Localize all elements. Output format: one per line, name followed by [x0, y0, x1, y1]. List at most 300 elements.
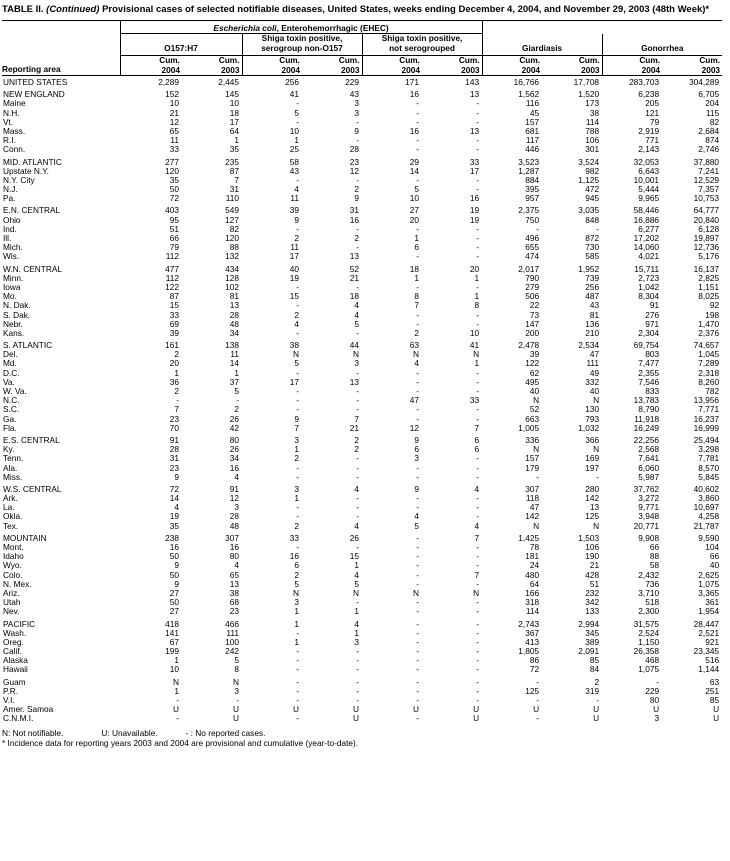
value-cell: 41	[469, 340, 480, 351]
value-cell: 468	[645, 655, 660, 666]
area-cell: Mass.	[3, 125, 26, 136]
value-cell: 47	[589, 349, 600, 360]
value-cell: -	[416, 135, 419, 146]
value-cell: 73	[529, 309, 540, 320]
value-cell: 47	[409, 395, 419, 406]
value-cell: -	[476, 511, 480, 522]
value-cell: -	[476, 606, 480, 617]
value-cell: 3	[414, 453, 419, 464]
table-row	[2, 543, 722, 552]
value-cell: 5	[354, 578, 359, 589]
value-cell: 26	[229, 413, 239, 424]
value-cell: 2	[174, 349, 179, 360]
value-cell: -	[476, 655, 480, 666]
value-cell: -	[416, 174, 419, 185]
value-cell: 19	[289, 272, 299, 283]
value-cell: 2,684	[698, 125, 720, 136]
value-cell: 88	[649, 551, 660, 562]
value-cell: 361	[705, 597, 720, 608]
value-cell: 42	[229, 422, 239, 433]
value-cell: -	[356, 685, 359, 696]
value-cell: 27	[169, 587, 179, 598]
value-cell: 3	[354, 98, 359, 109]
value-cell: -	[356, 404, 359, 415]
value-cell: 117	[525, 135, 540, 146]
area-cell: S. ATLANTIC	[3, 340, 53, 351]
value-cell: -	[356, 327, 359, 338]
cum-label: Cum.	[399, 55, 420, 65]
value-cell: 85	[709, 695, 720, 705]
value-cell: 145	[225, 89, 239, 100]
cum-header	[542, 56, 602, 76]
value-cell: -	[416, 597, 419, 608]
value-cell: 40	[529, 386, 540, 396]
value-cell: 79	[649, 116, 660, 127]
value-cell: 13	[469, 125, 480, 136]
value-cell: -	[416, 606, 419, 617]
value-cell: 20,771	[633, 520, 660, 531]
value-cell: 33	[169, 309, 179, 320]
title-continued: (Continued)	[46, 4, 100, 15]
value-cell: -	[476, 676, 480, 687]
footnote-legend	[2, 728, 722, 738]
cum-label: Cum.	[159, 55, 180, 65]
value-cell: 750	[525, 214, 540, 225]
value-cell: 7	[174, 404, 179, 415]
value-cell: 19,897	[693, 233, 720, 243]
table-row	[2, 369, 722, 378]
value-cell: 1,075	[698, 578, 720, 589]
area-cell: N.C.	[3, 395, 20, 406]
value-cell: 6	[294, 560, 299, 571]
value-cell: -	[356, 502, 359, 513]
value-cell: 395	[525, 184, 540, 195]
cum-header	[422, 56, 482, 76]
value-cell: -	[176, 695, 179, 705]
value-cell: 3,948	[638, 511, 660, 522]
value-cell: 495	[525, 376, 540, 387]
area-cell: MOUNTAIN	[3, 532, 47, 543]
value-cell: 21	[349, 272, 359, 283]
value-cell: 2	[354, 233, 359, 243]
value-cell: 8,304	[638, 291, 660, 302]
area-cell: Minn.	[3, 272, 24, 283]
cum-header	[602, 56, 662, 76]
value-cell: 161	[165, 340, 179, 351]
table-title	[2, 0, 722, 15]
value-cell: 66	[649, 542, 660, 552]
value-cell: 319	[585, 685, 600, 696]
value-cell: 104	[705, 542, 720, 552]
value-cell: 12	[169, 116, 179, 127]
value-cell: -	[356, 646, 359, 657]
value-cell: 38	[289, 340, 299, 351]
value-cell: -	[476, 107, 480, 118]
value-cell: 549	[225, 205, 239, 216]
value-cell: 7	[294, 422, 299, 433]
value-cell: 793	[585, 413, 600, 424]
value-cell: 2,289	[158, 77, 179, 87]
value-cell: 5	[294, 578, 299, 589]
header-blank	[2, 21, 120, 34]
value-cell: 1	[234, 135, 239, 146]
table-row	[2, 99, 722, 108]
table-row	[2, 90, 722, 99]
value-cell: 112	[165, 251, 179, 262]
value-cell: 82	[709, 116, 720, 127]
value-cell: -	[536, 223, 540, 234]
value-cell: 518	[645, 597, 660, 608]
value-cell: -	[416, 542, 419, 552]
value-cell: -	[416, 471, 419, 482]
group-header-line: Shiga toxin positive,	[261, 33, 343, 43]
value-cell: 2,919	[638, 125, 660, 136]
value-cell: 2	[174, 386, 179, 396]
value-cell: 7,289	[698, 358, 720, 369]
value-cell: -	[416, 569, 419, 580]
value-cell: 87	[229, 165, 239, 176]
area-cell: N. Dak.	[3, 300, 31, 311]
value-cell: -	[416, 98, 419, 109]
value-cell: 50	[169, 597, 179, 608]
value-cell: 9	[354, 193, 359, 204]
value-cell: 122	[525, 358, 540, 369]
table-row	[2, 145, 722, 154]
value-cell: 81	[229, 291, 239, 302]
ehec-rest: , Enterohemorrhagic (EHEC)	[276, 22, 389, 33]
value-cell: 366	[585, 434, 600, 445]
value-cell: 16,137	[693, 263, 720, 274]
value-cell: 68	[229, 597, 239, 608]
value-cell: 72	[169, 483, 179, 494]
value-cell: 1,005	[518, 422, 540, 433]
area-cell: UNITED STATES	[3, 77, 68, 87]
value-cell: 43	[589, 300, 600, 311]
area-cell: Mont.	[3, 542, 24, 552]
value-cell: 22	[529, 300, 540, 311]
table-row	[2, 378, 722, 387]
value-cell: 166	[525, 587, 540, 598]
table-row	[2, 252, 722, 261]
table-row	[2, 387, 722, 396]
value-cell: 1	[294, 493, 299, 504]
value-cell: 477	[165, 263, 179, 274]
value-cell: 16	[409, 89, 419, 100]
table-row	[2, 359, 722, 368]
value-cell: 16	[469, 193, 480, 204]
value-cell: -	[476, 471, 480, 482]
value-cell: -	[356, 664, 359, 675]
value-cell: 100	[225, 636, 239, 647]
value-cell: -	[476, 281, 480, 292]
value-cell: 143	[465, 77, 480, 87]
value-cell: 4,021	[638, 251, 660, 262]
value-cell: 2,746	[698, 144, 720, 155]
value-cell: 2,304	[638, 327, 660, 338]
value-cell: 70	[169, 422, 179, 433]
value-cell: 434	[225, 263, 239, 274]
value-cell: -	[416, 618, 419, 629]
value-cell: 127	[225, 214, 239, 225]
value-cell: -	[536, 713, 540, 724]
value-cell: -	[296, 174, 299, 185]
value-cell: 34	[229, 453, 239, 464]
value-cell: 790	[525, 272, 540, 283]
value-cell: 2,994	[578, 618, 600, 629]
value-cell: U	[233, 704, 239, 715]
value-cell: -	[356, 386, 359, 396]
cum-year: 2004	[521, 64, 541, 75]
value-cell: 2,375	[518, 205, 540, 216]
value-cell: 118	[525, 493, 540, 504]
value-cell: 18	[229, 107, 239, 118]
value-cell: N	[233, 676, 239, 687]
value-cell: 9	[294, 214, 299, 225]
value-cell: 14	[409, 165, 419, 176]
value-cell: -	[476, 318, 480, 329]
table-row	[2, 678, 722, 687]
value-cell: 10	[469, 327, 480, 338]
value-cell: 142	[585, 493, 600, 504]
value-cell: 16	[289, 551, 299, 562]
footnotes	[2, 728, 722, 748]
value-cell: 4	[354, 569, 359, 580]
value-cell: 487	[585, 291, 600, 302]
value-cell: -	[176, 713, 179, 724]
value-cell: 9	[294, 413, 299, 424]
value-cell: 173	[585, 98, 600, 109]
value-cell: -	[416, 318, 419, 329]
value-cell: 6,128	[698, 223, 720, 234]
value-cell: 446	[525, 144, 540, 155]
value-cell: 3,365	[698, 587, 720, 598]
cum-label: Cum.	[218, 55, 240, 65]
value-cell: 2,723	[638, 272, 660, 283]
value-cell: 20	[469, 263, 480, 274]
cum-label: Cum.	[699, 55, 721, 65]
value-cell: 11	[290, 193, 299, 204]
value-cell: 4,258	[698, 511, 720, 522]
group-header-4	[482, 34, 602, 56]
value-cell: 2,521	[698, 627, 720, 638]
value-cell: 17	[289, 376, 299, 387]
value-cell: 23	[169, 462, 179, 473]
value-cell: 22,256	[633, 434, 660, 445]
area-cell: Conn.	[3, 144, 26, 155]
value-cell: 2	[354, 184, 359, 195]
value-cell: 4	[294, 318, 299, 329]
value-cell: 7	[354, 413, 359, 424]
value-cell: -	[476, 386, 480, 396]
value-cell: 48	[229, 520, 239, 531]
value-cell: N	[413, 587, 419, 598]
value-cell: -	[296, 502, 299, 513]
value-cell: 58	[649, 560, 660, 571]
value-cell: 17	[229, 116, 239, 127]
value-cell: -	[416, 281, 419, 292]
value-cell: 128	[225, 272, 239, 283]
value-cell: 7,781	[698, 453, 720, 464]
value-cell: 38	[229, 587, 239, 598]
value-cell: 36	[169, 376, 179, 387]
table-row	[2, 118, 722, 127]
value-cell: 251	[705, 685, 720, 696]
value-cell: 655	[525, 242, 540, 253]
value-cell: 2,478	[518, 340, 540, 351]
value-cell: 3	[354, 636, 359, 647]
cum-label: Cum.	[639, 55, 661, 65]
table-row	[2, 473, 722, 482]
value-cell: 40,602	[693, 483, 720, 494]
value-cell: 345	[585, 627, 600, 638]
table-row	[2, 620, 722, 629]
value-cell: 3	[294, 434, 299, 445]
value-cell: 982	[585, 165, 600, 176]
table-row	[2, 350, 722, 359]
table-header	[2, 21, 722, 76]
cum-header	[662, 56, 722, 76]
value-cell: 9,965	[638, 193, 660, 204]
value-cell: 157	[525, 453, 540, 464]
value-cell: 20	[169, 358, 179, 369]
value-cell: 20	[409, 214, 419, 225]
value-cell: 33	[469, 156, 480, 167]
value-cell: 6,277	[638, 223, 660, 234]
area-cell: W.N. CENTRAL	[3, 263, 63, 274]
value-cell: 1,151	[698, 281, 720, 292]
table-row	[2, 629, 722, 638]
value-cell: -	[476, 413, 480, 424]
value-cell: 1,503	[578, 532, 600, 543]
value-cell: 31	[169, 453, 179, 464]
value-cell: N	[533, 444, 540, 455]
value-cell: 1,952	[578, 263, 600, 274]
area-cell: Calif.	[3, 646, 22, 657]
value-cell: 111	[226, 627, 239, 638]
value-cell: 1,045	[698, 349, 720, 360]
value-cell: 2,376	[698, 327, 720, 338]
group-header-line: Gonorrhea	[641, 42, 684, 53]
area-cell: Vt.	[3, 116, 14, 127]
value-cell: 4	[354, 483, 359, 494]
value-cell: 10	[169, 664, 179, 675]
value-cell: U	[593, 713, 600, 724]
table-body	[2, 76, 722, 724]
group-header-line: O157:H7	[164, 42, 198, 53]
value-cell: 31	[349, 205, 359, 216]
value-cell: 1,042	[638, 281, 660, 292]
value-cell: 35	[169, 174, 179, 185]
value-cell: 50	[169, 569, 179, 580]
value-cell: 200	[525, 327, 540, 338]
value-cell: 84	[589, 664, 600, 675]
cum-label: Cum.	[279, 55, 300, 65]
value-cell: 874	[705, 135, 720, 146]
value-cell: 85	[589, 655, 600, 666]
value-cell: 496	[525, 233, 540, 243]
header-blank-right	[482, 21, 722, 34]
value-cell: 2,524	[638, 627, 660, 638]
value-cell: -	[356, 116, 359, 127]
value-cell: 110	[225, 193, 239, 204]
table-row	[2, 696, 722, 705]
value-cell: 102	[225, 281, 239, 292]
value-cell: 35	[229, 144, 239, 155]
table-row	[2, 216, 722, 225]
value-cell: 3	[354, 358, 359, 369]
value-cell: 730	[585, 242, 600, 253]
value-cell: 466	[225, 618, 239, 629]
value-cell: 1	[174, 685, 179, 696]
value-cell: 6,643	[638, 165, 660, 176]
table-row	[2, 638, 722, 647]
value-cell: N	[473, 349, 480, 360]
value-cell: 16	[229, 462, 239, 473]
value-cell: 51	[169, 223, 179, 234]
table-row	[2, 76, 722, 88]
value-cell: 11,918	[634, 413, 660, 424]
table-row	[2, 598, 722, 607]
table-row	[2, 225, 722, 234]
value-cell: 179	[525, 462, 540, 473]
cum-year: 2004	[641, 64, 661, 75]
value-cell: 72	[169, 193, 179, 204]
value-cell: -	[356, 511, 359, 522]
area-cell: Nev.	[3, 606, 20, 617]
value-cell: -	[236, 395, 239, 406]
table-row	[2, 127, 722, 136]
value-cell: 3,524	[578, 156, 600, 167]
value-cell: 11	[290, 242, 299, 253]
value-cell: 1,562	[518, 89, 540, 100]
value-cell: -	[416, 685, 419, 696]
value-cell: -	[536, 695, 540, 705]
value-cell: 6	[414, 242, 419, 253]
value-cell: 40	[589, 386, 600, 396]
value-cell: 16	[349, 214, 359, 225]
value-cell: -	[536, 676, 540, 687]
area-cell: Mich.	[3, 242, 23, 253]
value-cell: 833	[645, 386, 660, 396]
value-cell: -	[416, 551, 419, 562]
value-cell: 51	[589, 578, 600, 589]
value-cell: 116	[525, 98, 540, 109]
value-cell: -	[476, 135, 480, 146]
area-cell: Maine	[3, 98, 26, 109]
value-cell: -	[596, 471, 600, 482]
area-cell: Upstate N.Y.	[3, 165, 49, 176]
value-cell: 37,762	[633, 483, 660, 494]
value-cell: 5	[234, 655, 239, 666]
value-cell: 9,908	[638, 532, 660, 543]
table-row	[2, 194, 722, 203]
value-cell: -	[476, 404, 480, 415]
value-cell: 106	[585, 542, 600, 552]
value-cell: 26	[229, 444, 239, 455]
value-cell: -	[296, 367, 299, 378]
value-cell: 69,754	[633, 340, 660, 351]
value-cell: 1	[294, 135, 299, 146]
value-cell: 12,736	[693, 242, 720, 253]
value-cell: 25,494	[693, 434, 720, 445]
value-cell: 8	[474, 300, 480, 311]
value-cell: 37	[229, 376, 239, 387]
value-cell: 50	[169, 184, 179, 195]
cum-year: 2003	[461, 64, 480, 75]
group-header-3	[362, 34, 482, 56]
value-cell: 307	[225, 532, 239, 543]
value-cell: -	[416, 376, 419, 387]
